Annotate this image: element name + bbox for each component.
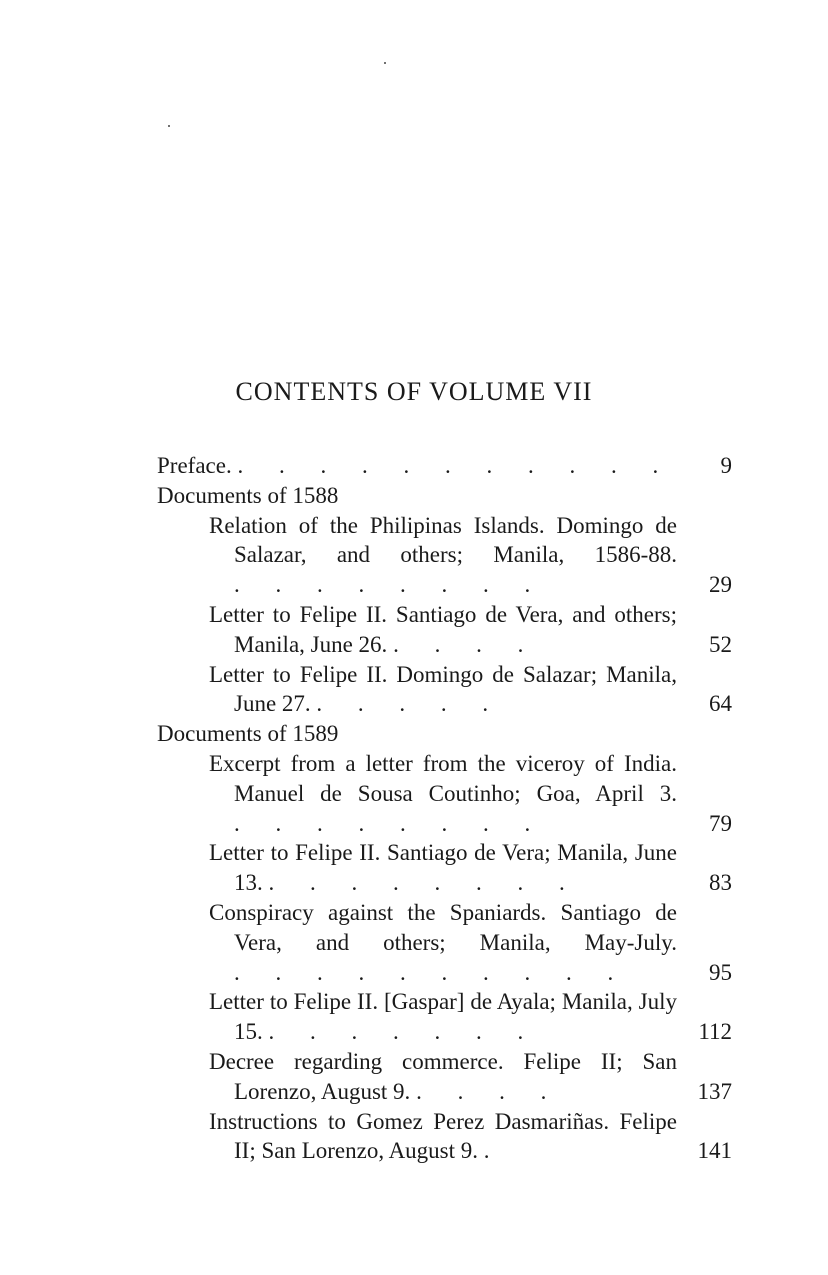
toc-entry-title <box>209 511 732 600</box>
page-title: CONTENTS OF VOLUME VII <box>235 377 593 406</box>
toc-entry-text: Letter to Felipe II. Santiago de Vera, and others; Manila, June 26. <box>209 601 677 657</box>
leader-dots: . . . . <box>416 1078 562 1104</box>
toc-entry-title <box>157 719 732 749</box>
toc-entry <box>209 511 732 600</box>
leader-dots: . . . . . . . . <box>268 870 580 896</box>
page-number: 29 <box>709 572 732 598</box>
toc-entry <box>157 451 732 481</box>
toc-entry-text: Decree regarding commerce. Felipe II; San Lorenzo, August 9. <box>209 1048 677 1104</box>
toc-entry-text: Relation of the Philipinas Islands. Domingo de Salazar, and others; Manila, 1586-88. <box>209 512 677 568</box>
toc-entry <box>209 898 732 987</box>
scan-speck <box>168 125 170 127</box>
toc-entry-text: Letter to Felipe II. Domingo de Salazar; Manila, June 27. <box>209 661 677 717</box>
page-number: 112 <box>698 1019 732 1045</box>
toc-section-heading <box>157 719 732 749</box>
leader-dots: . . . . . . . . . . <box>234 959 629 985</box>
page-number: 79 <box>709 810 732 836</box>
toc-entry-title <box>157 481 732 511</box>
toc-entry-title <box>209 660 732 720</box>
toc-entry-text: Preface. <box>157 453 232 478</box>
toc-entry <box>209 1047 732 1107</box>
scan-speck <box>384 62 386 64</box>
toc-entry-title <box>209 749 732 838</box>
toc-entry-text: Instructions to Gomez Perez Dasmariñas. Felipe II; San Lorenzo, August 9. <box>209 1108 677 1164</box>
toc-entry <box>209 987 732 1047</box>
toc-entry <box>209 749 732 838</box>
toc-entry-text: Letter to Felipe II. [Gaspar] de Ayala; Manila, July 15. <box>209 989 677 1045</box>
toc-entry-text: Excerpt from a letter from the viceroy of India. Manuel de Sousa Coutinho; Goa, April 3. <box>209 750 677 806</box>
toc-entry <box>209 600 732 660</box>
page-number: 95 <box>709 959 732 985</box>
leader-dots: . . . . . . . . <box>234 810 546 836</box>
toc-entry-title <box>209 600 732 660</box>
toc-entry-title <box>209 838 732 898</box>
leader-dots: . <box>483 1138 505 1164</box>
toc-entry-text: Conspiracy against the Spaniards. Santiago de Vera, and others; Manila, May-July. <box>209 899 677 955</box>
page-number: 137 <box>697 1078 732 1104</box>
page-number: 83 <box>709 870 732 896</box>
toc-entry <box>209 1107 732 1167</box>
toc-entry-text: Documents of 1589 <box>157 721 339 747</box>
toc-entry <box>209 838 732 898</box>
toc-entry-text: Documents of 1588 <box>157 482 339 508</box>
page-number: 52 <box>709 631 732 657</box>
toc-entry-title <box>209 1047 732 1107</box>
page-number: 64 <box>709 691 732 717</box>
leader-dots: . . . . . . . <box>268 1019 539 1045</box>
leader-dots: . . . . . . . . . . . <box>237 453 674 478</box>
toc-entry-title <box>209 1107 732 1167</box>
toc-entry <box>209 660 732 720</box>
toc-section-heading <box>157 481 732 511</box>
leader-dots: . . . . . <box>316 691 504 717</box>
page-number: 141 <box>697 1138 732 1164</box>
leader-dots: . . . . <box>393 631 539 657</box>
toc-entry-title <box>157 451 732 481</box>
leader-dots: . . . . . . . . <box>234 572 546 598</box>
toc-entry-title <box>209 898 732 987</box>
table-of-contents <box>157 451 732 1166</box>
toc-entry-title <box>209 987 732 1047</box>
toc-entry-text: Letter to Felipe II. Santiago de Vera; Manila, June 13. <box>209 840 677 896</box>
page-number: 9 <box>720 453 732 478</box>
